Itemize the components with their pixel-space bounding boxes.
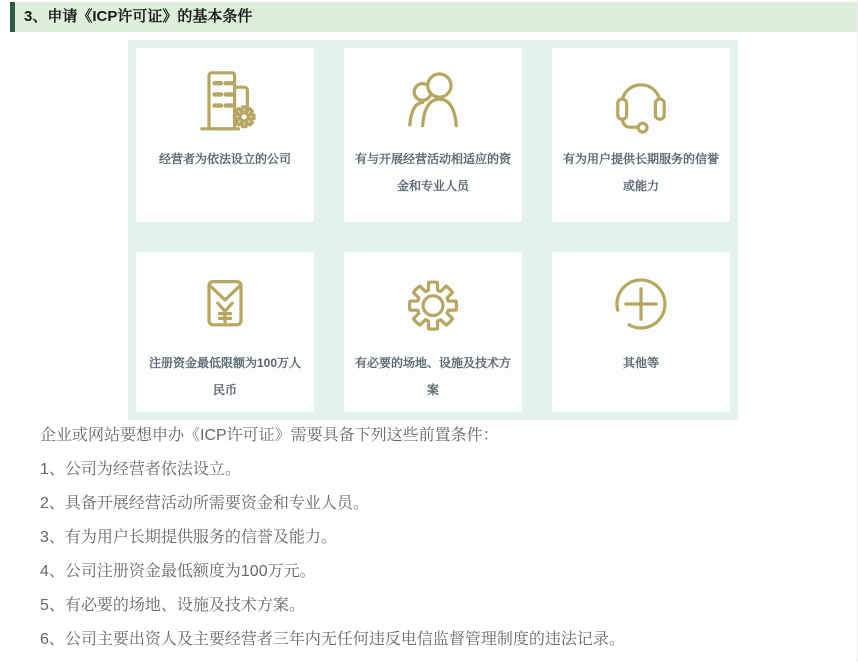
plus-circle-icon xyxy=(601,264,681,344)
intro-text: 企业或网站要想申办《ICP许可证》需要具备下列这些前置条件： xyxy=(40,427,499,444)
section-title-text: 3、申请《ICP许可证》的基本条件 xyxy=(24,8,253,25)
card-caption: 注册资金最低限额为100万人民币 xyxy=(148,356,302,397)
card-caption: 有与开展经营活动相适应的资金和专业人员 xyxy=(354,152,511,193)
building-gear-icon xyxy=(185,60,265,140)
section-title xyxy=(10,2,857,32)
condition-card-service-reputation xyxy=(552,48,730,222)
condition-card-company xyxy=(136,48,314,222)
condition-item: 2、具备开展经营活动所需要资金和专业人员。 xyxy=(40,495,369,512)
condition-item: 5、有必要的场地、设施及技术方案。 xyxy=(40,597,305,614)
condition-card-facilities xyxy=(344,252,522,412)
card-caption: 其他等 xyxy=(622,356,659,370)
condition-item: 1、公司为经营者依法设立。 xyxy=(40,461,241,478)
people-icon xyxy=(393,60,473,140)
card-caption: 经营者为依法设立的公司 xyxy=(158,152,291,166)
condition-item: 6、公司主要出资人及主要经营者三年内无任何违反电信监督管理制度的违法记录。 xyxy=(40,631,625,648)
condition-card-funds-staff xyxy=(344,48,522,222)
conditions-text-block xyxy=(40,420,837,664)
gear-icon xyxy=(393,264,473,344)
conditions-grid xyxy=(128,40,738,420)
condition-item: 4、公司注册资金最低额度为100万元。 xyxy=(40,563,316,580)
card-caption: 有必要的场地、设施及技术方案 xyxy=(354,356,511,397)
condition-card-others xyxy=(552,252,730,412)
headset-icon xyxy=(601,60,681,140)
envelope-yuan-icon xyxy=(185,264,265,344)
condition-item: 3、有为用户长期提供服务的信誉及能力。 xyxy=(40,529,337,546)
card-caption: 有为用户提供长期服务的信誉或能力 xyxy=(562,152,719,193)
condition-card-capital xyxy=(136,252,314,412)
